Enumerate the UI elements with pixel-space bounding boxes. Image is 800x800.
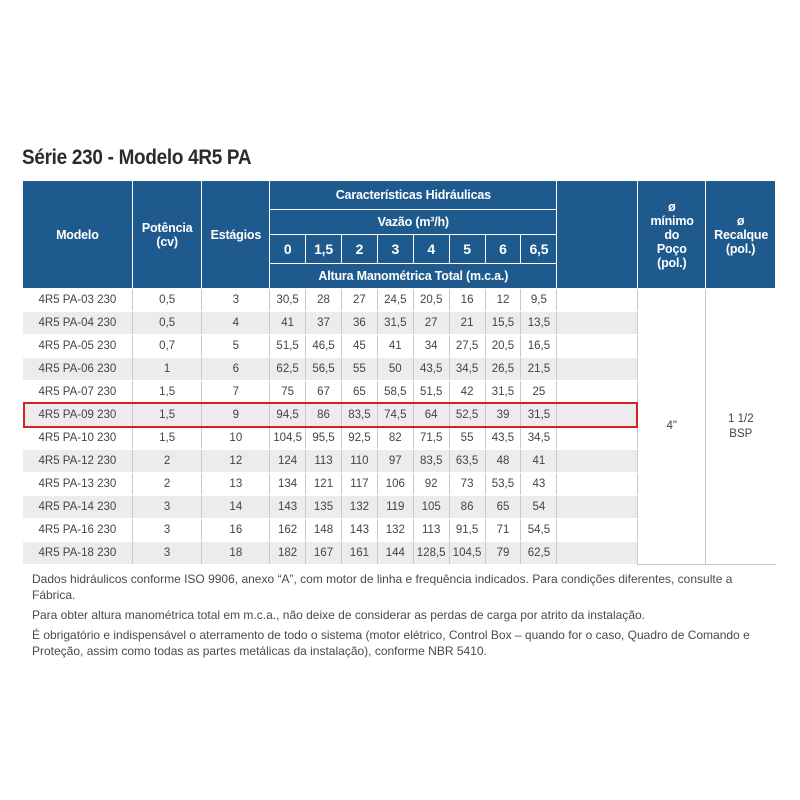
cell-modelo: 4R5 PA-07 230 — [23, 381, 133, 404]
cell-altura: 75 — [270, 381, 306, 404]
cell-altura: 92,5 — [341, 427, 377, 450]
cell-altura: 113 — [413, 519, 449, 542]
cell-blank — [557, 542, 638, 565]
cell-altura: 20,5 — [485, 335, 521, 358]
cell-altura: 50 — [377, 358, 413, 381]
cell-altura: 161 — [341, 542, 377, 565]
cell-altura: 135 — [306, 496, 342, 519]
cell-modelo: 4R5 PA-06 230 — [23, 358, 133, 381]
cell-altura: 58,5 — [377, 381, 413, 404]
cell-altura: 83,5 — [341, 404, 377, 427]
cell-altura: 65 — [485, 496, 521, 519]
cell-estagios: 12 — [202, 450, 270, 473]
cell-altura: 42 — [449, 381, 485, 404]
cell-altura: 26,5 — [485, 358, 521, 381]
cell-blank — [557, 312, 638, 335]
header-flow: 0 — [270, 235, 306, 264]
cell-potencia: 3 — [132, 519, 202, 542]
cell-estagios: 10 — [202, 427, 270, 450]
header-vazao: Vazão (m³/h) — [270, 210, 557, 235]
cell-altura: 134 — [270, 473, 306, 496]
cell-altura: 132 — [341, 496, 377, 519]
cell-altura: 43 — [521, 473, 557, 496]
note-aterramento: É obrigatório e indispensável o aterramento de todo o sistema (motor elétrico, Control Box – quando for o caso, Quadro de Comando e Proteção, assim como todas as partes metálicas da instalação), conforme NBR 5410. — [32, 628, 750, 658]
cell-potencia: 0,5 — [132, 289, 202, 312]
cell-altura: 12 — [485, 289, 521, 312]
page-title: Série 230 - Modelo 4R5 PA — [22, 146, 252, 169]
note-perdas: Para obter altura manométrica total em m.c.a., não deixe de considerar as perdas de carga por atrito da instalação. — [32, 608, 645, 622]
cell-altura: 143 — [270, 496, 306, 519]
cell-altura: 31,5 — [485, 381, 521, 404]
cell-estagios: 18 — [202, 542, 270, 565]
cell-altura: 71,5 — [413, 427, 449, 450]
cell-altura: 13,5 — [521, 312, 557, 335]
cell-altura: 119 — [377, 496, 413, 519]
cell-estagios: 5 — [202, 335, 270, 358]
cell-altura: 91,5 — [449, 519, 485, 542]
cell-altura: 104,5 — [270, 427, 306, 450]
cell-altura: 30,5 — [270, 289, 306, 312]
cell-altura: 62,5 — [521, 542, 557, 565]
header-caracteristicas: Características Hidráulicas — [270, 181, 557, 210]
cell-altura: 36 — [341, 312, 377, 335]
cell-altura: 182 — [270, 542, 306, 565]
cell-altura: 46,5 — [306, 335, 342, 358]
cell-altura: 65 — [341, 381, 377, 404]
cell-altura: 104,5 — [449, 542, 485, 565]
cell-altura: 43,5 — [413, 358, 449, 381]
cell-altura: 41 — [270, 312, 306, 335]
cell-altura: 167 — [306, 542, 342, 565]
cell-altura: 9,5 — [521, 289, 557, 312]
cell-potencia: 3 — [132, 496, 202, 519]
cell-estagios: 7 — [202, 381, 270, 404]
cell-altura: 48 — [485, 450, 521, 473]
cell-altura: 51,5 — [270, 335, 306, 358]
cell-altura: 16,5 — [521, 335, 557, 358]
cell-modelo: 4R5 PA-09 230 — [23, 404, 133, 427]
cell-altura: 106 — [377, 473, 413, 496]
header-flow: 3 — [377, 235, 413, 264]
cell-potencia: 1 — [132, 358, 202, 381]
cell-altura: 53,5 — [485, 473, 521, 496]
header-recalque: ø Recalque (pol.) — [706, 181, 776, 289]
cell-recalque: 1 1/2 BSP — [706, 289, 776, 565]
cell-blank — [557, 427, 638, 450]
cell-altura: 144 — [377, 542, 413, 565]
cell-estagios: 3 — [202, 289, 270, 312]
cell-altura: 110 — [341, 450, 377, 473]
cell-altura: 27,5 — [449, 335, 485, 358]
cell-modelo: 4R5 PA-03 230 — [23, 289, 133, 312]
header-flow: 1,5 — [306, 235, 342, 264]
cell-altura: 132 — [377, 519, 413, 542]
spec-table — [22, 180, 776, 565]
cell-altura: 28 — [306, 289, 342, 312]
cell-altura: 25 — [521, 381, 557, 404]
cell-altura: 74,5 — [377, 404, 413, 427]
cell-altura: 128,5 — [413, 542, 449, 565]
cell-altura: 43,5 — [485, 427, 521, 450]
cell-altura: 34,5 — [449, 358, 485, 381]
cell-altura: 97 — [377, 450, 413, 473]
cell-altura: 34,5 — [521, 427, 557, 450]
cell-potencia: 1,5 — [132, 404, 202, 427]
header-altura: Altura Manométrica Total (m.c.a.) — [270, 264, 557, 289]
note-iso: Dados hidráulicos conforme ISO 9906, anexo “A”, com motor de linha e frequência indicados. Para condições diferentes, consulte a Fábrica. — [32, 572, 733, 602]
cell-altura: 73 — [449, 473, 485, 496]
cell-altura: 64 — [413, 404, 449, 427]
cell-blank — [557, 496, 638, 519]
cell-blank — [557, 450, 638, 473]
cell-potencia: 2 — [132, 450, 202, 473]
cell-blank — [557, 381, 638, 404]
cell-altura: 79 — [485, 542, 521, 565]
header-flow: 6,5 — [521, 235, 557, 264]
cell-altura: 41 — [521, 450, 557, 473]
cell-altura: 71 — [485, 519, 521, 542]
cell-altura: 82 — [377, 427, 413, 450]
cell-altura: 54 — [521, 496, 557, 519]
cell-altura: 124 — [270, 450, 306, 473]
notes — [32, 571, 777, 663]
cell-altura: 52,5 — [449, 404, 485, 427]
cell-altura: 51,5 — [413, 381, 449, 404]
cell-blank — [557, 473, 638, 496]
cell-poco: 4" — [638, 289, 706, 565]
cell-altura: 62,5 — [270, 358, 306, 381]
cell-altura: 39 — [485, 404, 521, 427]
cell-altura: 31,5 — [521, 404, 557, 427]
cell-altura: 95,5 — [306, 427, 342, 450]
cell-altura: 86 — [449, 496, 485, 519]
cell-altura: 45 — [341, 335, 377, 358]
cell-altura: 27 — [413, 312, 449, 335]
cell-potencia: 3 — [132, 542, 202, 565]
cell-altura: 54,5 — [521, 519, 557, 542]
header-modelo: Modelo — [23, 181, 133, 289]
cell-altura: 21 — [449, 312, 485, 335]
cell-altura: 86 — [306, 404, 342, 427]
cell-modelo: 4R5 PA-18 230 — [23, 542, 133, 565]
cell-altura: 31,5 — [377, 312, 413, 335]
cell-altura: 113 — [306, 450, 342, 473]
cell-modelo: 4R5 PA-10 230 — [23, 427, 133, 450]
cell-blank — [557, 358, 638, 381]
cell-blank — [557, 335, 638, 358]
cell-estagios: 16 — [202, 519, 270, 542]
cell-altura: 20,5 — [413, 289, 449, 312]
cell-altura: 27 — [341, 289, 377, 312]
cell-estagios: 13 — [202, 473, 270, 496]
cell-potencia: 1,5 — [132, 381, 202, 404]
cell-altura: 41 — [377, 335, 413, 358]
cell-altura: 15,5 — [485, 312, 521, 335]
header-blank — [557, 181, 638, 289]
cell-potencia: 1,5 — [132, 427, 202, 450]
header-flow: 5 — [449, 235, 485, 264]
cell-estagios: 6 — [202, 358, 270, 381]
cell-blank — [557, 519, 638, 542]
cell-altura: 34 — [413, 335, 449, 358]
cell-altura: 67 — [306, 381, 342, 404]
cell-altura: 148 — [306, 519, 342, 542]
header-poco: ø mínimo do Poço (pol.) — [638, 181, 706, 289]
cell-altura: 83,5 — [413, 450, 449, 473]
table-row — [23, 289, 776, 312]
cell-altura: 16 — [449, 289, 485, 312]
cell-altura: 37 — [306, 312, 342, 335]
cell-potencia: 2 — [132, 473, 202, 496]
cell-blank — [557, 289, 638, 312]
cell-altura: 63,5 — [449, 450, 485, 473]
cell-modelo: 4R5 PA-16 230 — [23, 519, 133, 542]
cell-modelo: 4R5 PA-04 230 — [23, 312, 133, 335]
cell-altura: 143 — [341, 519, 377, 542]
cell-modelo: 4R5 PA-12 230 — [23, 450, 133, 473]
cell-blank — [557, 404, 638, 427]
cell-altura: 121 — [306, 473, 342, 496]
cell-estagios: 9 — [202, 404, 270, 427]
cell-altura: 162 — [270, 519, 306, 542]
cell-potencia: 0,7 — [132, 335, 202, 358]
header-flow: 4 — [413, 235, 449, 264]
cell-altura: 55 — [341, 358, 377, 381]
header-estagios: Estágios — [202, 181, 270, 289]
table-body — [23, 289, 776, 565]
cell-altura: 24,5 — [377, 289, 413, 312]
cell-modelo: 4R5 PA-13 230 — [23, 473, 133, 496]
cell-altura: 105 — [413, 496, 449, 519]
cell-altura: 56,5 — [306, 358, 342, 381]
cell-altura: 55 — [449, 427, 485, 450]
cell-estagios: 14 — [202, 496, 270, 519]
cell-modelo: 4R5 PA-14 230 — [23, 496, 133, 519]
cell-potencia: 0,5 — [132, 312, 202, 335]
cell-altura: 92 — [413, 473, 449, 496]
header-flow: 6 — [485, 235, 521, 264]
cell-altura: 21,5 — [521, 358, 557, 381]
cell-altura: 117 — [341, 473, 377, 496]
header-flow: 2 — [341, 235, 377, 264]
cell-estagios: 4 — [202, 312, 270, 335]
cell-modelo: 4R5 PA-05 230 — [23, 335, 133, 358]
header-potencia: Potência (cv) — [132, 181, 202, 289]
cell-altura: 94,5 — [270, 404, 306, 427]
